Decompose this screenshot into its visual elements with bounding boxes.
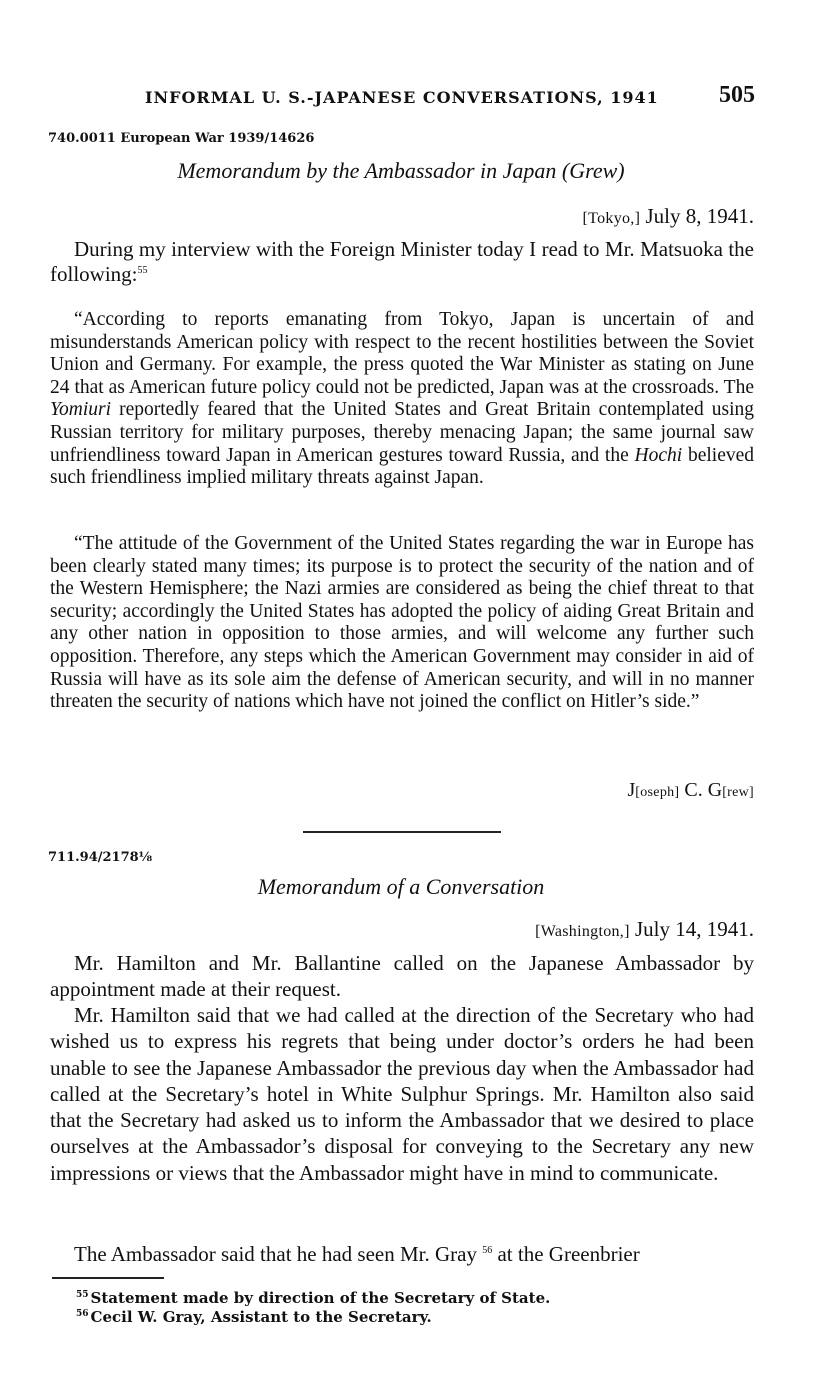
dateline: [535, 917, 754, 942]
footnote: [76, 1289, 550, 1307]
dateline-place: [Washington,]: [535, 923, 630, 940]
dateline-place: [Tokyo,]: [582, 210, 641, 227]
paragraph-text: at the Greenbrier: [497, 1242, 640, 1266]
quote-text: reportedly feared that the United States and Great Britain contemplated using Russian territory for military purposes, thereby menacing Japan; the same journal saw unfriendliness toward Japan in American gestures toward Russia, and the: [50, 399, 755, 466]
newspaper-name: Hochi: [634, 444, 683, 466]
dateline-date: July 14, 1941.: [634, 917, 754, 941]
intro-text: During my interview with the Foreign Minister today I read to Mr. Matsuoka the following:: [50, 237, 754, 286]
quote-paragraph: “The attitude of the Government of the United States regarding the war in Europe has been clearly stated many times; its purpose is to protect the security of the nation and of the Western Hemisphere; the Nazi armies are considered as being the chief threat to that security; accordingly the United States has adopted the policy of aiding Great Britain and any other nation in opposition to those armies, and will welcome any further such opposition. Therefore, any steps which the American Government may consider in aid of Russia will have as its sole aim the defense of American security, and will in no manner threaten the security of nations which have not joined the conflict on Hitler’s side.”: [50, 533, 754, 713]
paragraph: Mr. Hamilton said that we had called at the direction of the Secretary who had wished us to express his regrets that being under doctor’s orders he had been unable to see the Japanese Ambassador the previous day when the Ambassador had called at the Secretary’s hotel in White Sulphur Springs. Mr. Hamilton also said that the Secretary had asked us to inform the Ambassador that we desired to place ourselves at the Ambassador’s disposal for conveying to the Secretary any new impressions or views that the Ambassador might have in mind to communicate.: [50, 1003, 754, 1185]
footnote-text: Cecil W. Gray, Assistant to the Secretary.: [90, 1308, 432, 1326]
document-title: Memorandum by the Ambassador in Japan (Grew): [177, 158, 625, 183]
signature-part: C. G: [679, 779, 723, 801]
footnote: [76, 1308, 432, 1326]
paragraph-text: The Ambassador said that he had seen Mr. Gray: [74, 1242, 477, 1266]
file-number: 740.0011 European War 1939/14626: [48, 131, 315, 146]
dateline: [583, 204, 754, 229]
paragraph: [50, 1242, 754, 1267]
footnote-ref: 56: [482, 1245, 493, 1256]
signature-part: [rew]: [722, 785, 754, 800]
running-title: INFORMAL U. S.-JAPANESE CONVERSATIONS, 1941: [145, 88, 659, 107]
signature: [628, 779, 755, 802]
intro-paragraph: [50, 237, 754, 287]
running-head: [145, 84, 755, 112]
quote-paragraph: [50, 309, 754, 490]
signature-initial: J: [627, 779, 636, 801]
footnote-rule: [52, 1277, 164, 1279]
page-number: 505: [719, 82, 755, 108]
newspaper-name: Yomiuri: [50, 399, 112, 421]
dateline-date: July 8, 1941.: [645, 204, 754, 228]
quote-text: “According to reports emanating from Tokyo, Japan is uncertain of and misunderstands American policy with respect to the recent hostilities between the Soviet Union and Germany. For example, the press quoted the War Minister as stating on June 24 that as American future policy could not be predicted, Japan was at the crossroads. The: [50, 309, 754, 398]
signature-part: [oseph]: [635, 785, 680, 800]
document-title: Memorandum of a Conversation: [257, 874, 545, 899]
quote-text: believed such friendliness implied military threats against Japan.: [50, 444, 755, 489]
paragraph: Mr. Hamilton and Mr. Ballantine called on the Japanese Ambassador by appointment made at their request.: [50, 951, 754, 1001]
file-number: 711.94/2178⅛: [48, 850, 153, 865]
section-divider: [303, 831, 501, 833]
footnote-ref: 55: [137, 265, 148, 276]
footnote-mark: 55: [76, 1290, 89, 1300]
footnote-mark: 56: [76, 1309, 89, 1319]
footnote-text: Statement made by direction of the Secretary of State.: [90, 1289, 551, 1307]
